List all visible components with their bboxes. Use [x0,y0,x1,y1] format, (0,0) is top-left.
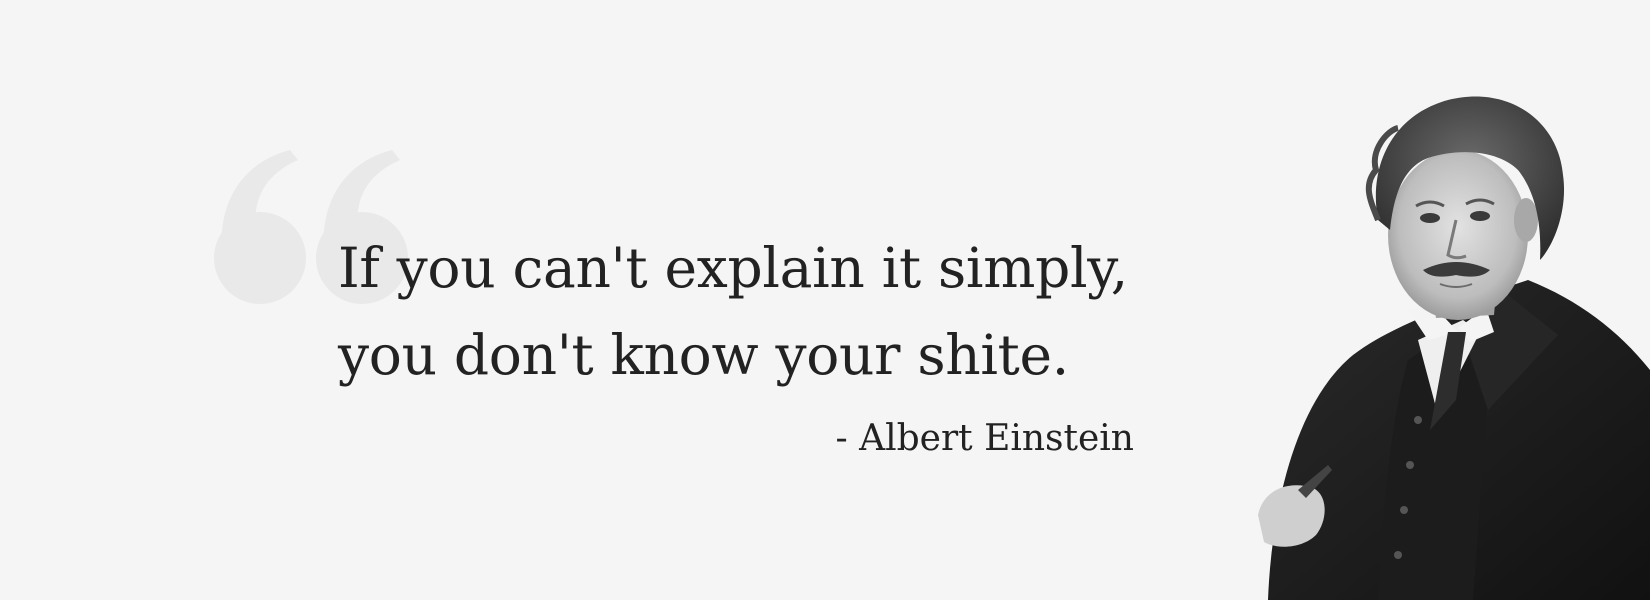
quote-line-1: If you can't explain it simply, [338,236,1128,300]
quote-line-2: you don't know your shite. [338,323,1069,387]
portrait-image [1258,70,1650,600]
quote-text [338,225,1158,399]
quote-attribution: - Albert Einstein [835,418,1134,459]
